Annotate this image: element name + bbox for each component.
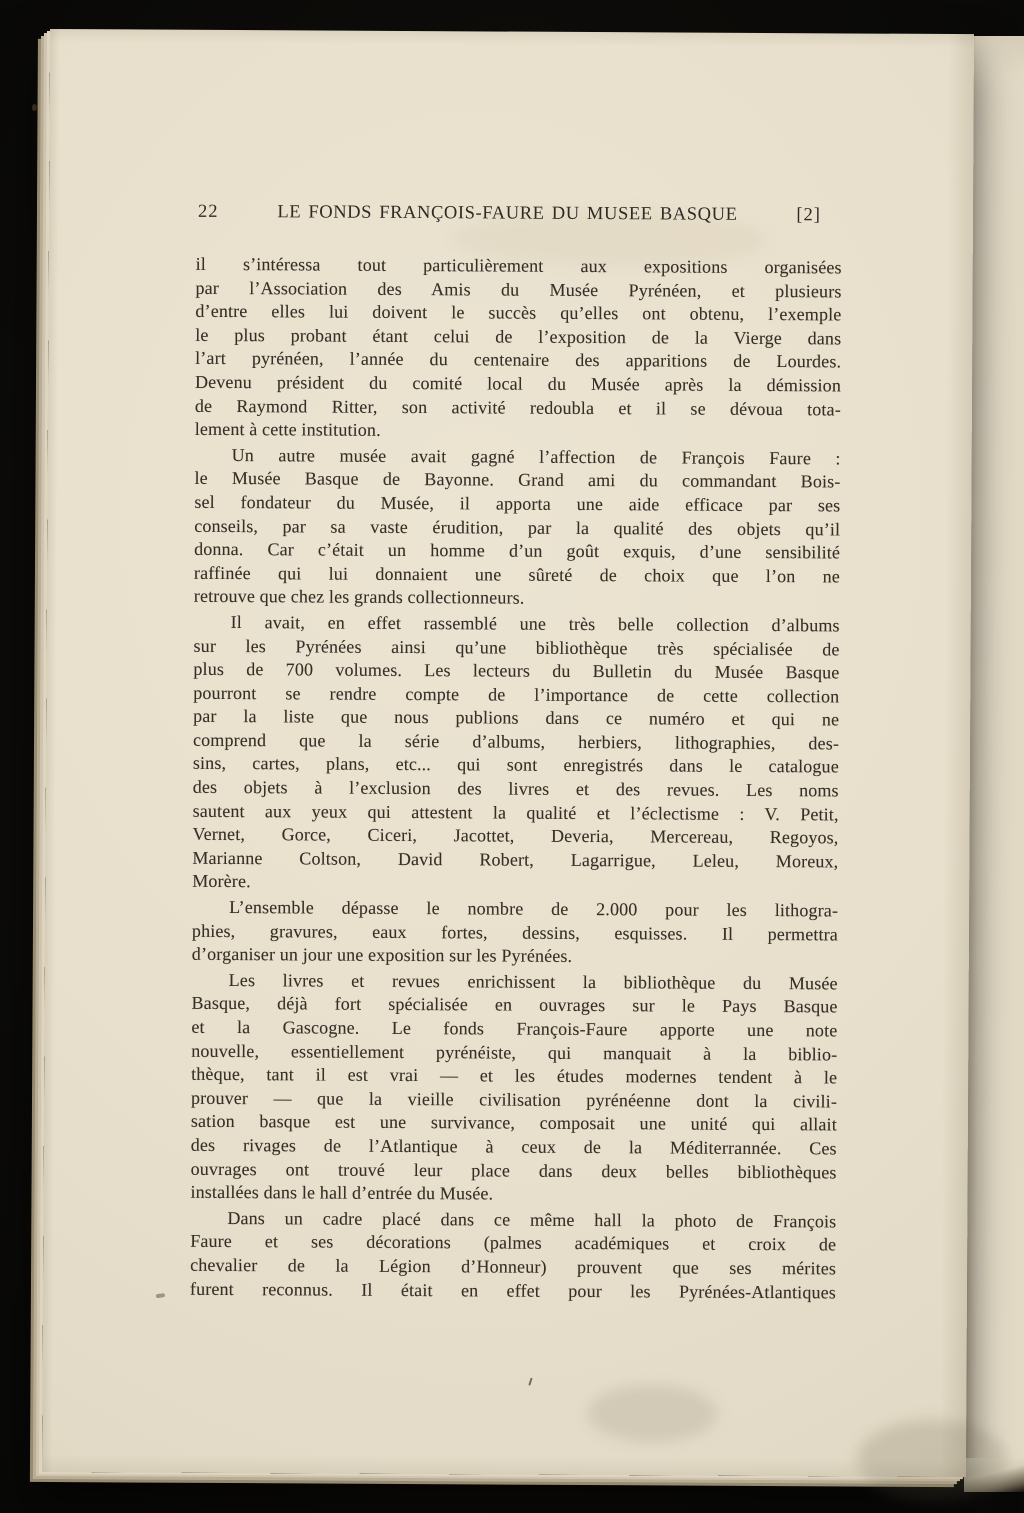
paper-stain xyxy=(587,1384,717,1443)
text-line: Devenu président du comité local du Musée après la démission xyxy=(194,371,842,396)
section-reference: [2] xyxy=(796,205,822,226)
text-line: Il avait, en effet rassemblé une très belle collection d’albums xyxy=(230,611,840,636)
running-title: LE FONDS FRANÇOIS-FAURE DU MUSEE BASQUE xyxy=(277,202,738,225)
text-line: plus de 700 volumes. Les lecteurs du Bulletin du Musée Basque xyxy=(193,658,840,683)
text-line: lement à cette institution. xyxy=(194,418,381,441)
paragraph xyxy=(190,969,837,1209)
book-page xyxy=(42,29,974,1477)
page-number: 22 xyxy=(197,201,219,222)
text-line: Basque, déjà fort spécialisée en ouvrages sur le Pays Basque xyxy=(191,993,838,1017)
page-edge-fleck xyxy=(32,104,37,111)
text-line: thèque, tant il est vrai — et les études modernes tendent à le xyxy=(191,1063,838,1088)
text-line: Faure et ses décorations (palmes académiques et croix de xyxy=(190,1231,837,1255)
text-line: nouvelle, essentiellement pyrénéiste, qui manquait à la biblio- xyxy=(191,1040,838,1065)
ink-fleck xyxy=(156,1293,165,1298)
text-line: sur les Pyrénées ainsi qu’une bibliothèque très spécialisée de xyxy=(193,635,840,659)
text-line: comprend que la série d’albums, herbiers, lithographies, des- xyxy=(192,729,840,754)
body-text xyxy=(190,253,842,1305)
facing-page-edge xyxy=(964,36,1024,1492)
text-line: raffinée qui lui donnaient une sûreté de choix que l’on ne xyxy=(193,562,841,587)
text-line: Vernet, Gorce, Ciceri, Jacottet, Deveria, Mercereau, Regoyos, xyxy=(192,824,839,848)
ink-speck xyxy=(528,1378,532,1386)
text-line: L’ensemble dépasse le nombre de 2.000 pour les lithogra- xyxy=(229,897,839,921)
page-header xyxy=(196,201,842,227)
paragraph xyxy=(195,253,842,445)
text-line: chevalier de la Légion d’Honneur) prouvent que ses mérites xyxy=(190,1254,837,1279)
text-line: pourront se rendre compte de l’importance de cette collection xyxy=(193,682,840,707)
paragraph xyxy=(190,1207,837,1305)
text-line: des rivages de l’Atlantique à ceux de la Méditerrannée. Ces xyxy=(190,1134,837,1159)
text-column xyxy=(190,201,842,1307)
text-line: sautent aux yeux qui attestent la qualité et l’éclectisme : V. Petit, xyxy=(192,800,839,825)
text-line: furent reconnus. Il était en effet pour les Pyrénées-Atlantiques xyxy=(189,1278,837,1302)
paragraph xyxy=(194,444,841,613)
text-line: il s’intéressa tout particulièrement aux expositions organisées xyxy=(195,253,842,278)
text-line: phies, gravures, eaux fortes, dessins, esquisses. Il permettra xyxy=(191,920,839,945)
text-line: donna. Car c’était un homme d’un goût exquis, d’une sensibilité xyxy=(194,538,841,563)
text-line: Morère. xyxy=(192,871,251,892)
paragraph xyxy=(192,896,838,970)
text-line: et la Gascogne. Le fonds François-Faure apporte une note xyxy=(191,1016,838,1041)
text-line: d’entre elles lui doivent le succès qu’elles ont obtenu, l’exemple xyxy=(195,301,842,325)
text-line: sel fondateur du Musée, il apporta une aide efficace par ses xyxy=(194,491,841,516)
text-line: retrouve que chez les grands collectionneurs. xyxy=(193,586,525,608)
text-line: prouver — que la vieille civilisation pyrénéenne dont la civili- xyxy=(190,1087,838,1112)
text-line: sation basque est une survivance, composait une unité qui allait xyxy=(190,1111,837,1135)
text-line: Marianne Coltson, David Robert, Lagarrigue, Leleu, Moreux, xyxy=(192,847,839,872)
text-line: le plus probant étant celui de l’exposition de la Vierge dans xyxy=(195,324,842,349)
text-line: des objets à l’exclusion des livres et des revues. Les noms xyxy=(192,776,839,801)
text-line: par l’Association des Amis du Musée Pyrénéen, et plusieurs xyxy=(195,277,842,302)
text-line: sins, cartes, plans, etc... qui sont enregistrés dans le catalogue xyxy=(192,753,839,777)
text-line: par la liste que nous publions dans ce numéro et qui ne xyxy=(193,706,840,730)
text-line: l’art pyrénéen, l’année du centenaire des apparitions de Lourdes. xyxy=(195,348,842,372)
text-line: Les livres et revues enrichissent la bibliothèque du Musée xyxy=(228,969,838,994)
text-line: conseils, par sa vaste érudition, par la qualité des objets qu’il xyxy=(194,515,841,539)
paragraph xyxy=(192,611,840,898)
text-line: de Raymond Ritter, son activité redoubla et il se dévoua tota- xyxy=(194,395,841,419)
facing-page-corner-fold xyxy=(964,1458,1024,1492)
text-line: d’organiser un jour une exposition sur les Pyrénées. xyxy=(191,944,573,967)
text-line: Dans un cadre placé dans ce même hall la photo de François xyxy=(227,1207,837,1232)
text-line: le Musée Basque de Bayonne. Grand ami du commandant Bois- xyxy=(194,468,841,492)
text-line: Un autre musée avait gagné l’affection de François Faure : xyxy=(231,444,841,469)
text-line: installées dans le hall d’entrée du Musée. xyxy=(190,1181,494,1204)
text-line: ouvrages ont trouvé leur place dans deux belles bibliothèques xyxy=(190,1158,837,1182)
